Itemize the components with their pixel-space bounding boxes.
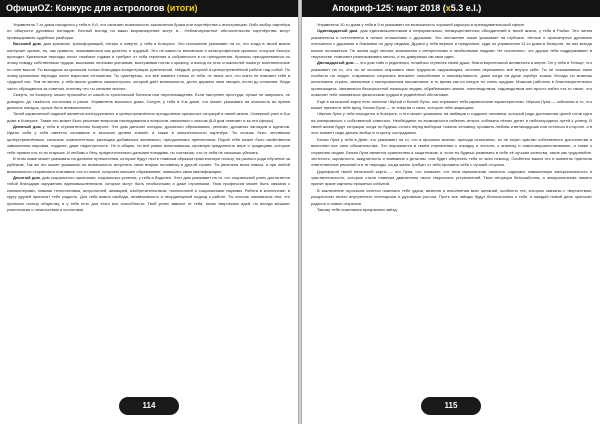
section-lead: Восьмой дом <box>13 41 41 47</box>
paragraph: Восьмой дом, дом кризисов, трансформаций, потерь и смерти, у тебя в Козероге. Это положение указывает на то, что когда в твоей жизни наступает кризис, ты, как правило, оказываешься как деятель и трудный. Это не какие-то внезапные и катастрофичные кризисы, которые быстро проходят. Кризисные периоды носят тяжёлые годами и требуют от тебя терпения и собранности в их преодолении. Кризисы преодолеваются по этому поводу собственным трудом, высокими личными усилиями, выстраивая потом к кризису, а выход из этих сложностей помогут молниеносные по силе мысли. Ты выходишь из кризисов только благодаря концентрации, длительной, твёрдой, упорной и целеустремлённой работе над собой. По этому кризисные периоды носят взрослые отношения. Ты чувствуешь, что всё зависит только от тебя, от твоих сил, что никто не поможет тебе в трудный час. Тем не менее, у тебя высок уровень самоконтроля, который даёт возможность, долго держать свои эмоции, почти до отчаяния. Люди часто обращаются за советом, поэтому что ты сильнее многих. <box>7 41 290 91</box>
right-page-body <box>311 22 592 388</box>
paragraph: Двенадцатый дом — это дом тайн и уединения, потайных ступенек твоей души, благотворительной активности и жертв. Он у тебя в Тельце, что указывает на то, что ты не склонна открывать свои трудности окружающим, склонна переживать всё внутри себя. Ты не показываешь свою слабость на людях, стараешься сохранять внешнее спокойствие и невозмутимость, даже когда на душе скребут кошки. Иногда ты можешь испытывать страхи, связанные с материальным положением, в то время как по натуре ты очень щедрая. Можешь работать в благотворительных организациях, заниматься бескорыстной помощью людям, обрабатывать землю, пчеловодством, садоводством или просто найти что-то такое, что позволит тебе заниматься физическим трудом в уединённой обстановке. <box>311 60 592 98</box>
paragraph: Одиннадцатый дом, дом единомышленников и неформальных, неимущественных объединений в твоей жизни, у тебя в Рыбах. Это линия указательна и естественна в тонких отношениях с друзьями. Это положение также указывает на глубокие, тёплые и проникнутые духовные отношения с друзьями и близкими по духу людьми. Друзья у тебя верные и преданные, судя по управителю 11-го дома в Козероге, на них всегда можно положиться. По жизни идут многие знакомства с интересными и необычными людьми. Не исключено, что друзья тебя поддерживают в творчестве, помогают реализовывать мечты, и ты доверяешь им свои идеи. <box>311 28 592 59</box>
section-lead: Двенадцатый дом <box>317 60 354 66</box>
left-page-body <box>7 22 290 388</box>
left-page-header <box>0 0 298 17</box>
left-page-footer <box>0 394 298 424</box>
paragraph: Управитель 7-го дома находится у тебя в 9-й, что означает возможность заключения брака или партнёрства с иностранцем. Либо выбор партнёра по общности духовных взглядов. Беглый взгляд на ваши мировоззрения могут в... Неблагоприятное обстоятельство партнёрства могут провоцировать судебные разборки. <box>7 22 290 40</box>
right-page <box>302 0 600 424</box>
paragraph: Управитель 10-го дома у тебя в 9-м указывает на возможность хорошей карьеры в преподавательской сфере. <box>317 22 526 27</box>
paragraph: Девятый дом у тебя в стремительном Козероге. Это дом дальних поездок, духовного образования, религии, духовных взглядов и идеалов. Идеал себя у тебя имеется основание в высоком уровне знаний, а также в значительности партнёра. Ты хочешь быть человеком целеустремлённым, сильным, компетентным, умеющим добиваться желаемого, преодолевать препятствия. Порой тебе может быть свойственна завышенная мировая, гордыня, даже недоступность. Но в общем, ты всё равно испытываешь огромную преданность вере и традициям, которые тебе привил кто-то из старших. И любовь к бегу, предпочтительно дальним поездкам, ты считаешь, что от себя не сможешь убежать. <box>7 124 290 155</box>
right-page-header <box>302 0 600 17</box>
section-lead: Девятый дом <box>13 124 41 129</box>
section-lead: Десятый дом <box>13 175 40 180</box>
paragraph: Твоей кармической задачей является конструктивное и целеустремлённое преодоление кризисных ситуаций в своей жизни. Северный узел в 8-м доме в Козероге. Также это может быть решение вопросов наследования и вопросов, связанных с сексом (8-й дом отвечает и за эти сферы). <box>7 111 290 123</box>
right-header-tail: 5.3 e.l.) <box>450 3 482 13</box>
paragraph: Чёрная Луна у тебя находится в Козероге, и это может указывать на амбиции и гордыню человека, который ради достижения целей готов идти на компромиссы с собственной совестью. Необходимо по возможности избегать интриг, соблазна лёгких денег и неблагородных путей к успеху. В твоей жизни будут ситуации, когда ты будешь стоять перед выбором, помочь человеку, проявить любовь и великодушие или остаться в стороне, и в этот момент надо делать выбор в сторону сострадания. <box>311 111 592 136</box>
left-page <box>0 0 298 424</box>
page-number: 115 <box>421 397 481 415</box>
right-header-accent: x <box>445 3 451 13</box>
left-header-accent: (итоги) <box>166 3 198 13</box>
section-lead: Одиннадцатый дом <box>317 28 358 34</box>
paragraph: Белая Луна у тебя в Деве, что указывает на то, что в прошлых жизнях, проходя испытания, ты не терял чувство собственного достоинства и выполнял все свои обязательства. Это выражается в твоём стремлении к порядку и чистоте, к анализу и самосовершенствованию, а также к служению людям. Белая Луна является хранителем и защитником, и, если ты будешь развивать в себе её лучшие качества, такие как трудолюбие, честность, скромность, аккуратность и внимание к деталям, она будет оберегать тебя от всех невзгод. Особенно важно это в моменты принятия ответственных решений и в те периоды, когда жизнь требует от тебя проявить себя с лучшей стороны. <box>311 136 592 168</box>
paragraph: Смерть, по Козерогу, может произойти от какой-то хронической болезни или переохлаждения. Если наступает простуда, лучше не запускать, не доводить до тяжёлого состояния и риска. Управитель восьмого дома, Сатурн, у тебя в 9-м доме, что может указывать на опасность во время дальних поездок, лучше быть внимательнее. <box>7 92 290 110</box>
page-number: 114 <box>119 397 179 415</box>
right-header-title: Апокриф-125: март 2018 ( <box>332 3 446 13</box>
left-header-title: ОфициОZ: Конкурс для астрологов <box>6 3 167 13</box>
paragraph: В заключение гороскопа хочется пожелать тебе удачи, везения и исполнения всех желаний, особенно тех, которые связаны с творчеством, раскрытием твоего внутреннего потенциала и духовным ростом. Пусть все звёзды будут благосклонны к тебе, и каждый новый день приносит радость и новые открытия. <box>311 187 592 206</box>
paragraph: В этом знаке может указывать на дальние путешествия, которые будут нести главным образом практическую пользу, на разного рода обучение за рубежом. Так же это может указывать на возможность встретить свою вторую половинку в другой стране. Ты увлечена всем новым, и при любой возможности стараешься познавать что-то новое, получать высшее образование, повышать свою квалификацию. <box>7 155 290 174</box>
paragraph: Десятый дом, дом социального признания, социальных успехов, у тебя в Водолее. Этот дом указывает на то, что социальный успех достигается тобой благодаря окружению единомышленников, которые могут быть необычными и даже странными. Твоя профессия может быть связана с компьютерами, новыми технологиями, астрологией, авиацией, изобретательством, психологией и социальными науками. Работа в коллективе, в кругу друзей приносит тебе радость. Для тебя важна свобода, независимость и неординарный подход к работе. Ты хочешь заниматься тем, что приносит пользу обществу, и у тебя есть для этого все способности. Твой успех зависит от тебя, твоих творческих идей, но иногда мешают разногласия с начальством и коллегами. <box>7 175 290 212</box>
paragraph: Дорифорой твоей натальной карты — это Луна, что означает, что твоя гармоничная личность содержит повышенную эмоциональность и чувствительность, которые стали главным двигателем твоих творческих устремлений. Твоя интуиция безошибочна, а эмоциональная память хранит яркие картины прожитых событий. <box>311 168 592 187</box>
paragraph: Такому тебе пожелания прекрасных звёзд. <box>317 206 398 212</box>
right-page-footer <box>302 394 600 424</box>
paragraph: Ещё в натальной карте есть понятие Чёрной и Белой Луны, они отражают тебя кармические характеристики. Чёрная Луна — соблазны и то, что может принести тебе вред, Белая Луна — те энергии и силы, которые тебя защищают. <box>311 98 592 110</box>
